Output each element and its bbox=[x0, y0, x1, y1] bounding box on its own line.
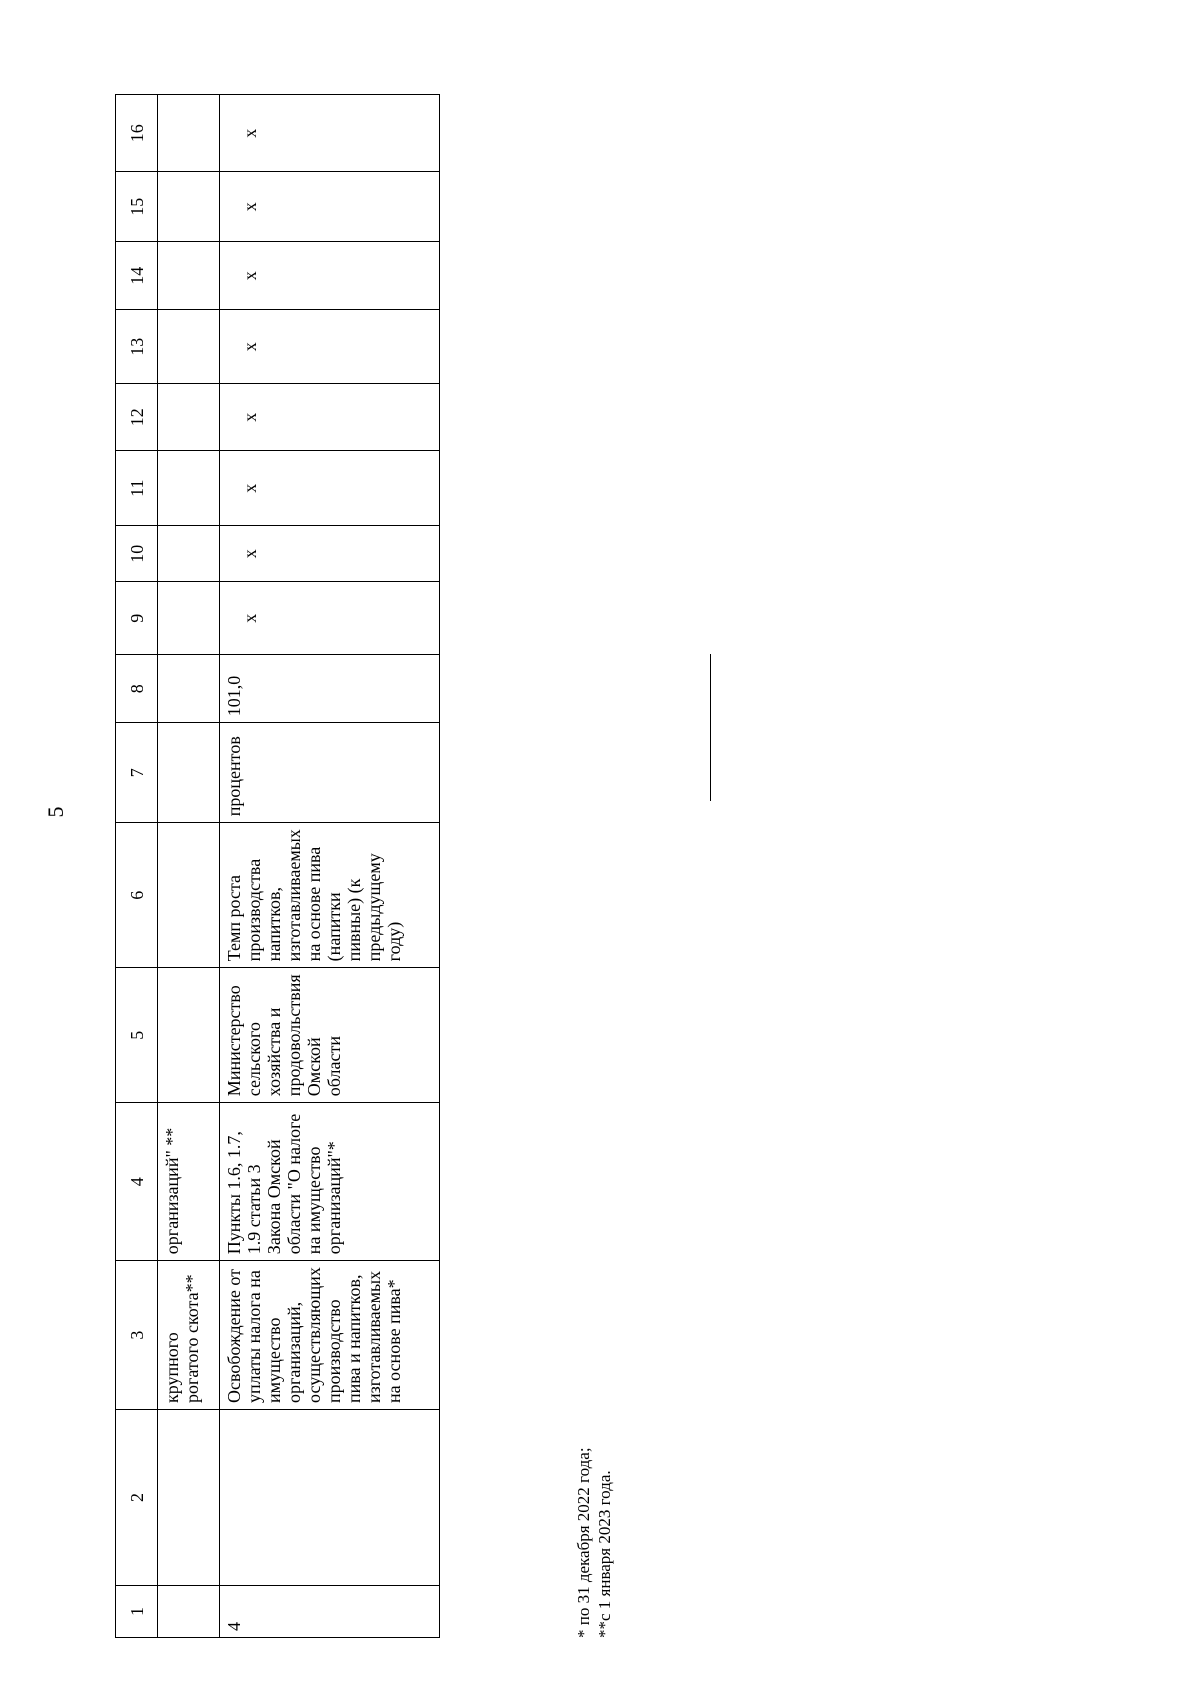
column-number: 10 bbox=[116, 526, 158, 582]
table-cell: х bbox=[220, 451, 440, 526]
benefits-table bbox=[115, 94, 440, 1638]
table-cell bbox=[158, 451, 220, 526]
separator-line bbox=[710, 654, 711, 801]
table-cell: х bbox=[220, 384, 440, 451]
table-cell bbox=[158, 242, 220, 310]
rotated-page-content bbox=[115, 38, 715, 1638]
table-row bbox=[220, 95, 440, 1638]
table-cell: крупного рогатого скота** bbox=[158, 1261, 220, 1410]
table-cell bbox=[158, 723, 220, 823]
table-cell: х bbox=[220, 310, 440, 384]
column-number: 5 bbox=[116, 968, 158, 1103]
table-cell bbox=[158, 384, 220, 451]
indicator-cell: Темп роста производства напитков, изготавливаемых на основе пива (напитки пивные) (к предыдущему году) bbox=[220, 823, 440, 968]
row-number-cell: 4 bbox=[220, 1586, 440, 1638]
column-number: 14 bbox=[116, 242, 158, 310]
table-cell: организаций" ** bbox=[158, 1103, 220, 1261]
table-cell: х bbox=[220, 242, 440, 310]
table-cell bbox=[158, 968, 220, 1103]
page-number: 5 bbox=[43, 806, 68, 818]
table-cell bbox=[220, 1410, 440, 1586]
column-number-row bbox=[116, 95, 158, 1638]
footnote: **с 1 января 2023 года. bbox=[595, 1470, 614, 1638]
table-cell bbox=[158, 1586, 220, 1638]
table-cell: х bbox=[220, 172, 440, 242]
benefit-name-cell: Освобождение от уплаты налога на имущество организаций, осуществляющих производство пива и напитков, изготавливаемых на основе пива* bbox=[220, 1261, 440, 1410]
table-cell bbox=[158, 582, 220, 655]
value-cell: 101,0 bbox=[220, 655, 440, 723]
column-number: 16 bbox=[116, 95, 158, 172]
column-number: 13 bbox=[116, 310, 158, 384]
table-cell bbox=[158, 1410, 220, 1586]
table-cell: х bbox=[220, 582, 440, 655]
column-number: 7 bbox=[116, 723, 158, 823]
table-cell bbox=[158, 95, 220, 172]
unit-cell: процентов bbox=[220, 723, 440, 823]
column-number: 9 bbox=[116, 582, 158, 655]
table-cell bbox=[158, 823, 220, 968]
column-number: 11 bbox=[116, 451, 158, 526]
column-number: 15 bbox=[116, 172, 158, 242]
curator-cell: Министерство сельского хозяйства и продовольствия Омской области bbox=[220, 968, 440, 1103]
table-cell: х bbox=[220, 95, 440, 172]
column-number: 12 bbox=[116, 384, 158, 451]
table-cell: х bbox=[220, 526, 440, 582]
column-number: 2 bbox=[116, 1410, 158, 1586]
column-number: 4 bbox=[116, 1103, 158, 1261]
column-number: 1 bbox=[116, 1586, 158, 1638]
column-number: 8 bbox=[116, 655, 158, 723]
column-number: 6 bbox=[116, 823, 158, 968]
table-row bbox=[158, 95, 220, 1638]
table-cell bbox=[158, 526, 220, 582]
legal-basis-cell: Пункты 1.6, 1.7, 1.9 статьи 3 Закона Омской области "О налоге на имущество организаций"* bbox=[220, 1103, 440, 1261]
table-cell bbox=[158, 310, 220, 384]
footnotes bbox=[573, 1447, 615, 1638]
table-cell bbox=[158, 172, 220, 242]
footnote: * по 31 декабря 2022 года; bbox=[574, 1447, 593, 1638]
table-cell bbox=[158, 655, 220, 723]
column-number: 3 bbox=[116, 1261, 158, 1410]
